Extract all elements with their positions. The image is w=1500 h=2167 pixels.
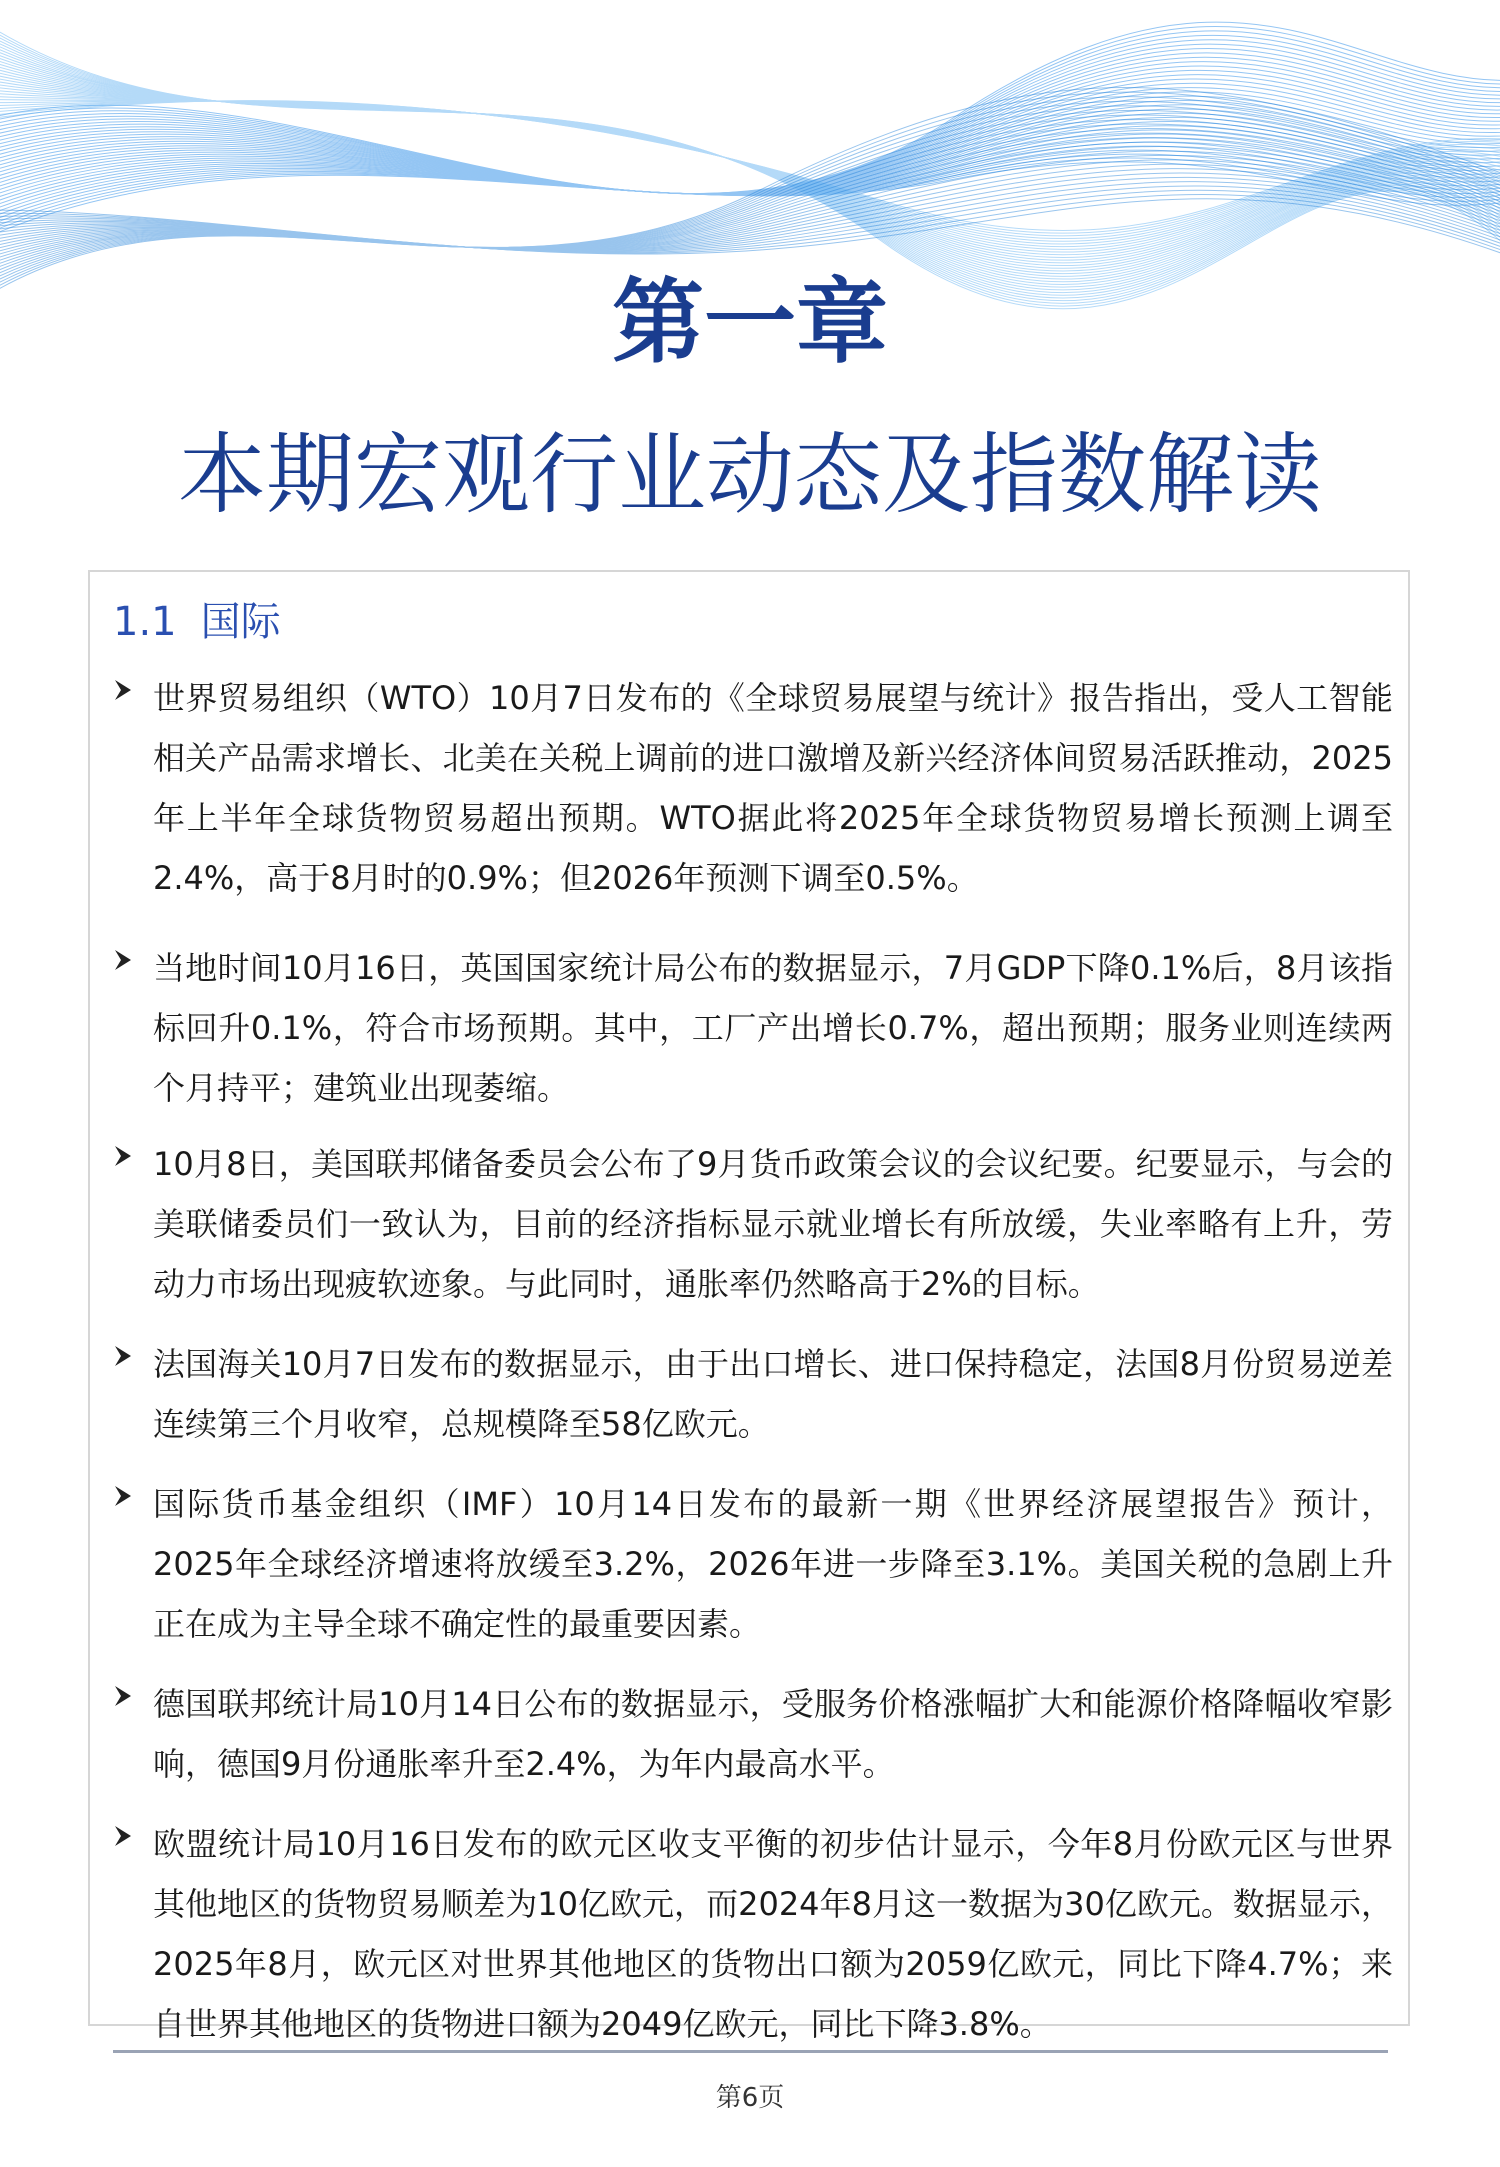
- news-item: [113, 1334, 1393, 1454]
- arrowhead-bullet-icon: [113, 678, 133, 702]
- arrowhead-bullet-icon: [113, 1824, 133, 1848]
- section-number: 1.1: [113, 599, 177, 645]
- news-item-text: 世界贸易组织（WTO）10月7日发布的《全球贸易展望与统计》报告指出，受人工智能相关产品需求增长、北美在关税上调前的进口激增及新兴经济体间贸易活跃推动，2025年上半年全球货物贸易超出预期。WTO据此将2025年全球货物贸易增长预测上调至2.4%，高于8月时的0.9%；但2026年预测下调至0.5%。: [153, 679, 1393, 897]
- news-item-text: 当地时间10月16日，英国国家统计局公布的数据显示，7月GDP下降0.1%后，8月该指标回升0.1%，符合市场预期。其中，工厂产出增长0.7%，超出预期；服务业则连续两个月持平；建筑业出现萎缩。: [153, 949, 1393, 1107]
- section-heading: [113, 594, 281, 650]
- news-item: [113, 1814, 1393, 2054]
- section-title: 国际: [200, 599, 281, 645]
- chapter-number: 第一章: [611, 269, 888, 376]
- news-item-text: 德国联邦统计局10月14日公布的数据显示，受服务价格涨幅扩大和能源价格降幅收窄影响，德国9月份通胀率升至2.4%，为年内最高水平。: [153, 1685, 1393, 1783]
- news-item-text: 欧盟统计局10月16日发布的欧元区收支平衡的初步估计显示，今年8月份欧元区与世界其他地区的货物贸易顺差为10亿欧元，而2024年8月这一数据为30亿欧元。数据显示，2025年8月，欧元区对世界其他地区的货物出口额为2059亿欧元，同比下降4.7%；来自世界其他地区的货物进口额为2049亿欧元，同比下降3.8%。: [153, 1825, 1393, 2043]
- news-item-text: 法国海关10月7日发布的数据显示，由于出口增长、进口保持稳定，法国8月份贸易逆差连续第三个月收窄，总规模降至58亿欧元。: [153, 1345, 1393, 1443]
- chapter-title: 本期宏观行业动态及指数解读: [177, 423, 1322, 526]
- wave-line: [0, 65, 1500, 274]
- arrowhead-bullet-icon: [113, 1344, 133, 1368]
- arrowhead-bullet-icon: [113, 948, 133, 972]
- arrowhead-bullet-icon: [113, 1484, 133, 1508]
- arrowhead-bullet-icon: [113, 1144, 133, 1168]
- wave-line: [0, 169, 1500, 251]
- news-item-text: 10月8日，美国联邦储备委员会公布了9月货币政策会议的会议纪要。纪要显示，与会的美联储委员们一致认为，目前的经济指标显示就业增长有所放缓，失业率略有上升，劳动力市场出现疲软迹象。与此同时，通胀率仍然略高于2%的目标。: [153, 1145, 1393, 1303]
- page-number: 第6页: [715, 2083, 785, 2113]
- news-item: [113, 668, 1393, 908]
- arrowhead-bullet-icon: [113, 1684, 133, 1708]
- wave-line: [0, 109, 1500, 194]
- news-item: [113, 1474, 1393, 1654]
- news-item: [113, 938, 1393, 1118]
- wave-line: [0, 57, 1500, 194]
- news-list: [113, 668, 1393, 2054]
- news-item: [113, 1674, 1393, 1794]
- news-item: [113, 1134, 1393, 1314]
- footer-divider: [113, 2050, 1388, 2053]
- news-item-text: 国际货币基金组织（IMF）10月14日发布的最新一期《世界经济展望报告》预计，2025年全球经济增速将放缓至3.2%，2026年进一步降至3.1%。美国关税的急剧上升正在成为主导全球不确定性的最重要因素。: [153, 1485, 1393, 1643]
